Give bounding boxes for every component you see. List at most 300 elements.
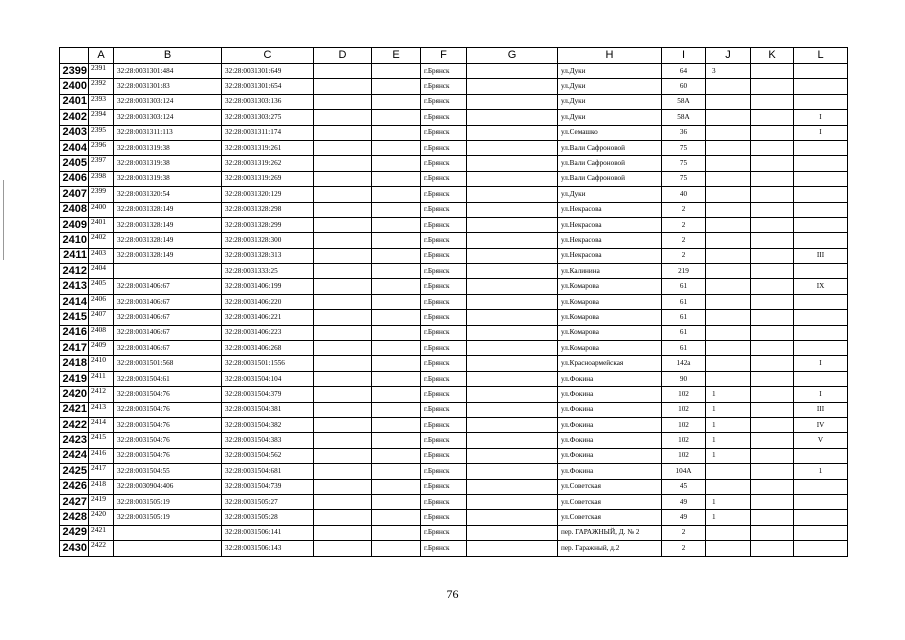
cell-d[interactable]	[314, 494, 372, 509]
cell-g[interactable]	[467, 525, 558, 540]
cell-k[interactable]	[751, 202, 794, 217]
cell-house[interactable]: 90	[662, 371, 706, 386]
cell-d[interactable]	[314, 217, 372, 232]
cell-k[interactable]	[751, 310, 794, 325]
cell-e[interactable]	[372, 341, 421, 356]
cell-k[interactable]	[751, 156, 794, 171]
cell-street[interactable]: ул.Калинина	[558, 264, 662, 279]
row-number[interactable]: 2410	[60, 233, 89, 248]
cell-city[interactable]: г.Брянск	[421, 248, 467, 263]
cell-street[interactable]: ул.Советская	[558, 479, 662, 494]
cell-j[interactable]: 1	[706, 417, 751, 432]
cell-city[interactable]: г.Брянск	[421, 464, 467, 479]
cell-k[interactable]	[751, 187, 794, 202]
cell-l[interactable]: V	[794, 433, 848, 448]
cell-city[interactable]: г.Брянск	[421, 541, 467, 556]
cell-city[interactable]: г.Брянск	[421, 417, 467, 432]
row-number[interactable]: 2430	[60, 541, 89, 556]
row-number[interactable]: 2425	[60, 464, 89, 479]
column-header-h[interactable]: H	[558, 48, 662, 64]
cell-d[interactable]	[314, 433, 372, 448]
cell-e[interactable]	[372, 417, 421, 432]
cell-city[interactable]: г.Брянск	[421, 171, 467, 186]
cell-k[interactable]	[751, 233, 794, 248]
cell-cadastral-land[interactable]: 32:28:0031406:67	[114, 310, 222, 325]
cell-cadastral-object[interactable]: 32:28:0031320:129	[222, 187, 314, 202]
cell-city[interactable]: г.Брянск	[421, 433, 467, 448]
cell-k[interactable]	[751, 125, 794, 140]
cell-k[interactable]	[751, 217, 794, 232]
cell-a[interactable]: 2391	[89, 64, 114, 79]
cell-e[interactable]	[372, 356, 421, 371]
cell-city[interactable]: г.Брянск	[421, 110, 467, 125]
column-header-a[interactable]: A	[89, 48, 114, 64]
cell-city[interactable]: г.Брянск	[421, 279, 467, 294]
cell-city[interactable]: г.Брянск	[421, 217, 467, 232]
row-number[interactable]: 2406	[60, 171, 89, 186]
cell-cadastral-object[interactable]: 32:28:0031406:221	[222, 310, 314, 325]
cell-l[interactable]: III	[794, 248, 848, 263]
cell-g[interactable]	[467, 187, 558, 202]
cell-l[interactable]: I	[794, 110, 848, 125]
cell-d[interactable]	[314, 371, 372, 386]
cell-cadastral-object[interactable]: 32:28:0031504:381	[222, 402, 314, 417]
cell-g[interactable]	[467, 494, 558, 509]
cell-a[interactable]: 2414	[89, 417, 114, 432]
cell-city[interactable]: г.Брянск	[421, 156, 467, 171]
cell-city[interactable]: г.Брянск	[421, 510, 467, 525]
cell-k[interactable]	[751, 140, 794, 155]
row-number[interactable]: 2414	[60, 294, 89, 309]
cell-house[interactable]: 58А	[662, 110, 706, 125]
cell-house[interactable]: 61	[662, 279, 706, 294]
cell-j[interactable]	[706, 356, 751, 371]
cell-house[interactable]: 2	[662, 202, 706, 217]
cell-cadastral-object[interactable]: 32:28:0031303:136	[222, 94, 314, 109]
cell-k[interactable]	[751, 279, 794, 294]
cell-d[interactable]	[314, 279, 372, 294]
column-header-c[interactable]: C	[222, 48, 314, 64]
cell-d[interactable]	[314, 187, 372, 202]
cell-city[interactable]: г.Брянск	[421, 479, 467, 494]
cell-city[interactable]: г.Брянск	[421, 125, 467, 140]
cell-street[interactable]: ул.Комарова	[558, 279, 662, 294]
cell-l[interactable]	[794, 341, 848, 356]
cell-house[interactable]: 40	[662, 187, 706, 202]
cell-cadastral-object[interactable]: 32:28:0031504:739	[222, 479, 314, 494]
cell-k[interactable]	[751, 64, 794, 79]
cell-d[interactable]	[314, 479, 372, 494]
row-number[interactable]: 2419	[60, 371, 89, 386]
cell-city[interactable]: г.Брянск	[421, 387, 467, 402]
row-number[interactable]: 2420	[60, 387, 89, 402]
cell-e[interactable]	[372, 156, 421, 171]
cell-cadastral-object[interactable]: 32:28:0031406:268	[222, 341, 314, 356]
cell-house[interactable]: 2	[662, 525, 706, 540]
cell-city[interactable]: г.Брянск	[421, 448, 467, 463]
cell-cadastral-land[interactable]: 32:28:0031504:76	[114, 448, 222, 463]
cell-d[interactable]	[314, 387, 372, 402]
cell-house[interactable]: 36	[662, 125, 706, 140]
cell-l[interactable]	[794, 64, 848, 79]
cell-j[interactable]	[706, 202, 751, 217]
cell-j[interactable]: 3	[706, 64, 751, 79]
cell-l[interactable]	[794, 541, 848, 556]
cell-a[interactable]: 2393	[89, 94, 114, 109]
cell-k[interactable]	[751, 387, 794, 402]
row-number[interactable]: 2404	[60, 140, 89, 155]
cell-street[interactable]: ул.Комарова	[558, 341, 662, 356]
column-header-l[interactable]: L	[794, 48, 848, 64]
cell-e[interactable]	[372, 79, 421, 94]
cell-street[interactable]: ул.Фокина	[558, 464, 662, 479]
cell-j[interactable]	[706, 464, 751, 479]
cell-d[interactable]	[314, 79, 372, 94]
cell-house[interactable]: 49	[662, 510, 706, 525]
cell-j[interactable]	[706, 310, 751, 325]
cell-house[interactable]: 61	[662, 325, 706, 340]
cell-g[interactable]	[467, 233, 558, 248]
column-header-d[interactable]: D	[314, 48, 372, 64]
cell-street[interactable]: ул.Дуки	[558, 64, 662, 79]
cell-a[interactable]: 2411	[89, 371, 114, 386]
cell-g[interactable]	[467, 448, 558, 463]
cell-cadastral-land[interactable]: 32:28:0031311:113	[114, 125, 222, 140]
cell-house[interactable]: 2	[662, 233, 706, 248]
row-number[interactable]: 2413	[60, 279, 89, 294]
cell-d[interactable]	[314, 356, 372, 371]
cell-d[interactable]	[314, 525, 372, 540]
cell-cadastral-object[interactable]: 32:28:0031504:681	[222, 464, 314, 479]
cell-j[interactable]	[706, 140, 751, 155]
cell-cadastral-object[interactable]: 32:28:0031319:269	[222, 171, 314, 186]
cell-cadastral-object[interactable]: 32:28:0031504:104	[222, 371, 314, 386]
cell-street[interactable]: ул.Вали Сафроновой	[558, 156, 662, 171]
cell-a[interactable]: 2398	[89, 171, 114, 186]
cell-d[interactable]	[314, 202, 372, 217]
cell-cadastral-object[interactable]: 32:28:0031406:223	[222, 325, 314, 340]
cell-j[interactable]	[706, 525, 751, 540]
cell-j[interactable]: 1	[706, 433, 751, 448]
cell-d[interactable]	[314, 233, 372, 248]
cell-a[interactable]: 2404	[89, 264, 114, 279]
cell-city[interactable]: г.Брянск	[421, 402, 467, 417]
cell-street[interactable]: ул.Фокина	[558, 402, 662, 417]
cell-street[interactable]: ул.Советская	[558, 510, 662, 525]
cell-cadastral-land[interactable]: 32:28:0031504:61	[114, 371, 222, 386]
cell-e[interactable]	[372, 310, 421, 325]
cell-g[interactable]	[467, 110, 558, 125]
row-number[interactable]: 2400	[60, 79, 89, 94]
cell-e[interactable]	[372, 264, 421, 279]
row-number[interactable]: 2417	[60, 341, 89, 356]
cell-k[interactable]	[751, 479, 794, 494]
cell-k[interactable]	[751, 417, 794, 432]
cell-k[interactable]	[751, 294, 794, 309]
column-header-g[interactable]: G	[467, 48, 558, 64]
cell-l[interactable]	[794, 156, 848, 171]
cell-a[interactable]: 2420	[89, 510, 114, 525]
cell-a[interactable]: 2409	[89, 341, 114, 356]
cell-cadastral-object[interactable]: 32:28:0031501:1556	[222, 356, 314, 371]
column-header-j[interactable]: J	[706, 48, 751, 64]
cell-a[interactable]: 2397	[89, 156, 114, 171]
cell-a[interactable]: 2410	[89, 356, 114, 371]
cell-j[interactable]	[706, 479, 751, 494]
cell-j[interactable]	[706, 325, 751, 340]
cell-cadastral-object[interactable]: 32:28:0031328:300	[222, 233, 314, 248]
cell-e[interactable]	[372, 494, 421, 509]
cell-cadastral-land[interactable]: 32:28:0031301:83	[114, 79, 222, 94]
cell-cadastral-land[interactable]: 32:28:0030904:406	[114, 479, 222, 494]
row-number[interactable]: 2418	[60, 356, 89, 371]
cell-cadastral-object[interactable]: 32:28:0031328:299	[222, 217, 314, 232]
cell-j[interactable]	[706, 171, 751, 186]
cell-house[interactable]: 102	[662, 448, 706, 463]
row-number[interactable]: 2421	[60, 402, 89, 417]
cell-a[interactable]: 2416	[89, 448, 114, 463]
cell-cadastral-land[interactable]: 32:28:0031319:38	[114, 156, 222, 171]
cell-house[interactable]: 61	[662, 341, 706, 356]
cell-l[interactable]	[794, 171, 848, 186]
cell-street[interactable]: ул.Фокина	[558, 433, 662, 448]
cell-city[interactable]: г.Брянск	[421, 525, 467, 540]
cell-k[interactable]	[751, 341, 794, 356]
cell-cadastral-land[interactable]: 32:28:0031406:67	[114, 294, 222, 309]
cell-city[interactable]: г.Брянск	[421, 94, 467, 109]
cell-cadastral-object[interactable]: 32:28:0031506:143	[222, 541, 314, 556]
cell-street[interactable]: ул.Вали Сафроновой	[558, 171, 662, 186]
cell-d[interactable]	[314, 264, 372, 279]
cell-d[interactable]	[314, 541, 372, 556]
cell-cadastral-object[interactable]: 32:28:0031406:220	[222, 294, 314, 309]
cell-d[interactable]	[314, 402, 372, 417]
cell-g[interactable]	[467, 202, 558, 217]
cell-k[interactable]	[751, 525, 794, 540]
cell-d[interactable]	[314, 248, 372, 263]
cell-k[interactable]	[751, 79, 794, 94]
cell-e[interactable]	[372, 140, 421, 155]
cell-cadastral-object[interactable]: 32:28:0031504:379	[222, 387, 314, 402]
cell-street[interactable]: ул.Дуки	[558, 187, 662, 202]
cell-k[interactable]	[751, 510, 794, 525]
cell-g[interactable]	[467, 341, 558, 356]
cell-l[interactable]	[794, 79, 848, 94]
cell-e[interactable]	[372, 402, 421, 417]
cell-l[interactable]: I	[794, 125, 848, 140]
cell-g[interactable]	[467, 294, 558, 309]
cell-j[interactable]	[706, 279, 751, 294]
cell-l[interactable]: III	[794, 402, 848, 417]
column-header-i[interactable]: I	[662, 48, 706, 64]
cell-k[interactable]	[751, 356, 794, 371]
cell-city[interactable]: г.Брянск	[421, 79, 467, 94]
cell-street[interactable]: ул.Фокина	[558, 417, 662, 432]
row-number[interactable]: 2412	[60, 264, 89, 279]
cell-k[interactable]	[751, 448, 794, 463]
cell-city[interactable]: г.Брянск	[421, 264, 467, 279]
cell-g[interactable]	[467, 64, 558, 79]
cell-e[interactable]	[372, 171, 421, 186]
cell-e[interactable]	[372, 64, 421, 79]
cell-cadastral-land[interactable]: 32:28:0031319:38	[114, 171, 222, 186]
cell-house[interactable]: 75	[662, 140, 706, 155]
cell-city[interactable]: г.Брянск	[421, 325, 467, 340]
cell-j[interactable]	[706, 187, 751, 202]
cell-cadastral-land[interactable]: 32:28:0031504:76	[114, 387, 222, 402]
cell-cadastral-object[interactable]: 32:28:0031505:28	[222, 510, 314, 525]
cell-k[interactable]	[751, 325, 794, 340]
cell-g[interactable]	[467, 125, 558, 140]
cell-l[interactable]: IX	[794, 279, 848, 294]
cell-l[interactable]	[794, 310, 848, 325]
cell-house[interactable]: 142а	[662, 356, 706, 371]
cell-j[interactable]	[706, 79, 751, 94]
cell-street[interactable]: пер. ГАРАЖНЫЙ, Д. № 2	[558, 525, 662, 540]
cell-j[interactable]	[706, 125, 751, 140]
cell-d[interactable]	[314, 171, 372, 186]
cell-e[interactable]	[372, 387, 421, 402]
cell-cadastral-object[interactable]: 32:28:0031301:649	[222, 64, 314, 79]
cell-cadastral-object[interactable]: 32:28:0031504:562	[222, 448, 314, 463]
cell-a[interactable]: 2406	[89, 294, 114, 309]
cell-city[interactable]: г.Брянск	[421, 294, 467, 309]
cell-g[interactable]	[467, 325, 558, 340]
cell-e[interactable]	[372, 233, 421, 248]
row-number[interactable]: 2426	[60, 479, 89, 494]
cell-l[interactable]	[794, 294, 848, 309]
cell-l[interactable]: I	[794, 356, 848, 371]
cell-house[interactable]: 75	[662, 156, 706, 171]
cell-house[interactable]: 219	[662, 264, 706, 279]
cell-cadastral-object[interactable]: 32:28:0031504:383	[222, 433, 314, 448]
cell-l[interactable]: 1	[794, 464, 848, 479]
cell-l[interactable]	[794, 371, 848, 386]
cell-a[interactable]: 2419	[89, 494, 114, 509]
cell-j[interactable]: 1	[706, 387, 751, 402]
cell-g[interactable]	[467, 433, 558, 448]
cell-cadastral-land[interactable]: 32:28:0031303:124	[114, 110, 222, 125]
cell-g[interactable]	[467, 248, 558, 263]
cell-cadastral-object[interactable]: 32:28:0031328:298	[222, 202, 314, 217]
cell-e[interactable]	[372, 248, 421, 263]
row-number[interactable]: 2429	[60, 525, 89, 540]
cell-k[interactable]	[751, 433, 794, 448]
cell-house[interactable]: 64	[662, 64, 706, 79]
cell-k[interactable]	[751, 402, 794, 417]
cell-a[interactable]: 2395	[89, 125, 114, 140]
cell-g[interactable]	[467, 217, 558, 232]
cell-e[interactable]	[372, 433, 421, 448]
cell-j[interactable]: 1	[706, 448, 751, 463]
cell-e[interactable]	[372, 294, 421, 309]
cell-house[interactable]: 102	[662, 433, 706, 448]
cell-house[interactable]: 61	[662, 294, 706, 309]
cell-j[interactable]	[706, 94, 751, 109]
row-number[interactable]: 2408	[60, 202, 89, 217]
cell-house[interactable]: 102	[662, 387, 706, 402]
cell-street[interactable]: ул.Комарова	[558, 325, 662, 340]
cell-cadastral-land[interactable]: 32:28:0031320:54	[114, 187, 222, 202]
cell-k[interactable]	[751, 541, 794, 556]
cell-g[interactable]	[467, 156, 558, 171]
cell-cadastral-object[interactable]: 32:28:0031504:382	[222, 417, 314, 432]
cell-l[interactable]	[794, 325, 848, 340]
cell-house[interactable]: 60	[662, 79, 706, 94]
cell-e[interactable]	[372, 187, 421, 202]
cell-cadastral-land[interactable]	[114, 264, 222, 279]
cell-cadastral-land[interactable]	[114, 525, 222, 540]
cell-street[interactable]: ул.Некрасова	[558, 217, 662, 232]
cell-l[interactable]	[794, 479, 848, 494]
column-header-f[interactable]: F	[421, 48, 467, 64]
cell-j[interactable]	[706, 541, 751, 556]
column-header-k[interactable]: K	[751, 48, 794, 64]
cell-g[interactable]	[467, 79, 558, 94]
cell-city[interactable]: г.Брянск	[421, 233, 467, 248]
cell-cadastral-land[interactable]: 32:28:0031319:38	[114, 140, 222, 155]
cell-d[interactable]	[314, 310, 372, 325]
cell-street[interactable]: ул.Дуки	[558, 79, 662, 94]
cell-cadastral-object[interactable]: 32:28:0031505:27	[222, 494, 314, 509]
cell-a[interactable]: 2417	[89, 464, 114, 479]
cell-l[interactable]	[794, 233, 848, 248]
cell-cadastral-land[interactable]: 32:28:0031328:149	[114, 248, 222, 263]
cell-k[interactable]	[751, 248, 794, 263]
cell-cadastral-object[interactable]: 32:28:0031319:262	[222, 156, 314, 171]
cell-l[interactable]	[794, 264, 848, 279]
cell-a[interactable]: 2405	[89, 279, 114, 294]
cell-k[interactable]	[751, 464, 794, 479]
cell-g[interactable]	[467, 140, 558, 155]
cell-cadastral-land[interactable]: 32:28:0031406:67	[114, 279, 222, 294]
cell-g[interactable]	[467, 94, 558, 109]
cell-g[interactable]	[467, 371, 558, 386]
cell-k[interactable]	[751, 494, 794, 509]
cell-street[interactable]: пер. Гаражный, д.2	[558, 541, 662, 556]
row-number[interactable]: 2402	[60, 110, 89, 125]
cell-g[interactable]	[467, 510, 558, 525]
cell-street[interactable]: ул.Семашко	[558, 125, 662, 140]
cell-cadastral-object[interactable]: 32:28:0031333:25	[222, 264, 314, 279]
row-number[interactable]: 2407	[60, 187, 89, 202]
cell-street[interactable]: ул.Фокина	[558, 371, 662, 386]
cell-cadastral-object[interactable]: 32:28:0031506:141	[222, 525, 314, 540]
cell-city[interactable]: г.Брянск	[421, 371, 467, 386]
cell-street[interactable]: ул.Красноармейская	[558, 356, 662, 371]
cell-house[interactable]: 49	[662, 494, 706, 509]
cell-a[interactable]: 2412	[89, 387, 114, 402]
cell-d[interactable]	[314, 448, 372, 463]
cell-g[interactable]	[467, 171, 558, 186]
cell-house[interactable]: 2	[662, 541, 706, 556]
cell-cadastral-object[interactable]: 32:28:0031406:199	[222, 279, 314, 294]
cell-k[interactable]	[751, 94, 794, 109]
row-number[interactable]: 2409	[60, 217, 89, 232]
cell-d[interactable]	[314, 110, 372, 125]
cell-street[interactable]: ул.Некрасова	[558, 248, 662, 263]
cell-e[interactable]	[372, 279, 421, 294]
cell-cadastral-land[interactable]: 32:28:0031406:67	[114, 341, 222, 356]
cell-l[interactable]	[794, 187, 848, 202]
cell-j[interactable]: 1	[706, 510, 751, 525]
cell-g[interactable]	[467, 310, 558, 325]
row-number[interactable]: 2416	[60, 325, 89, 340]
row-number[interactable]: 2422	[60, 417, 89, 432]
cell-cadastral-land[interactable]: 32:28:0031328:149	[114, 202, 222, 217]
cell-house[interactable]: 104А	[662, 464, 706, 479]
cell-l[interactable]	[794, 94, 848, 109]
